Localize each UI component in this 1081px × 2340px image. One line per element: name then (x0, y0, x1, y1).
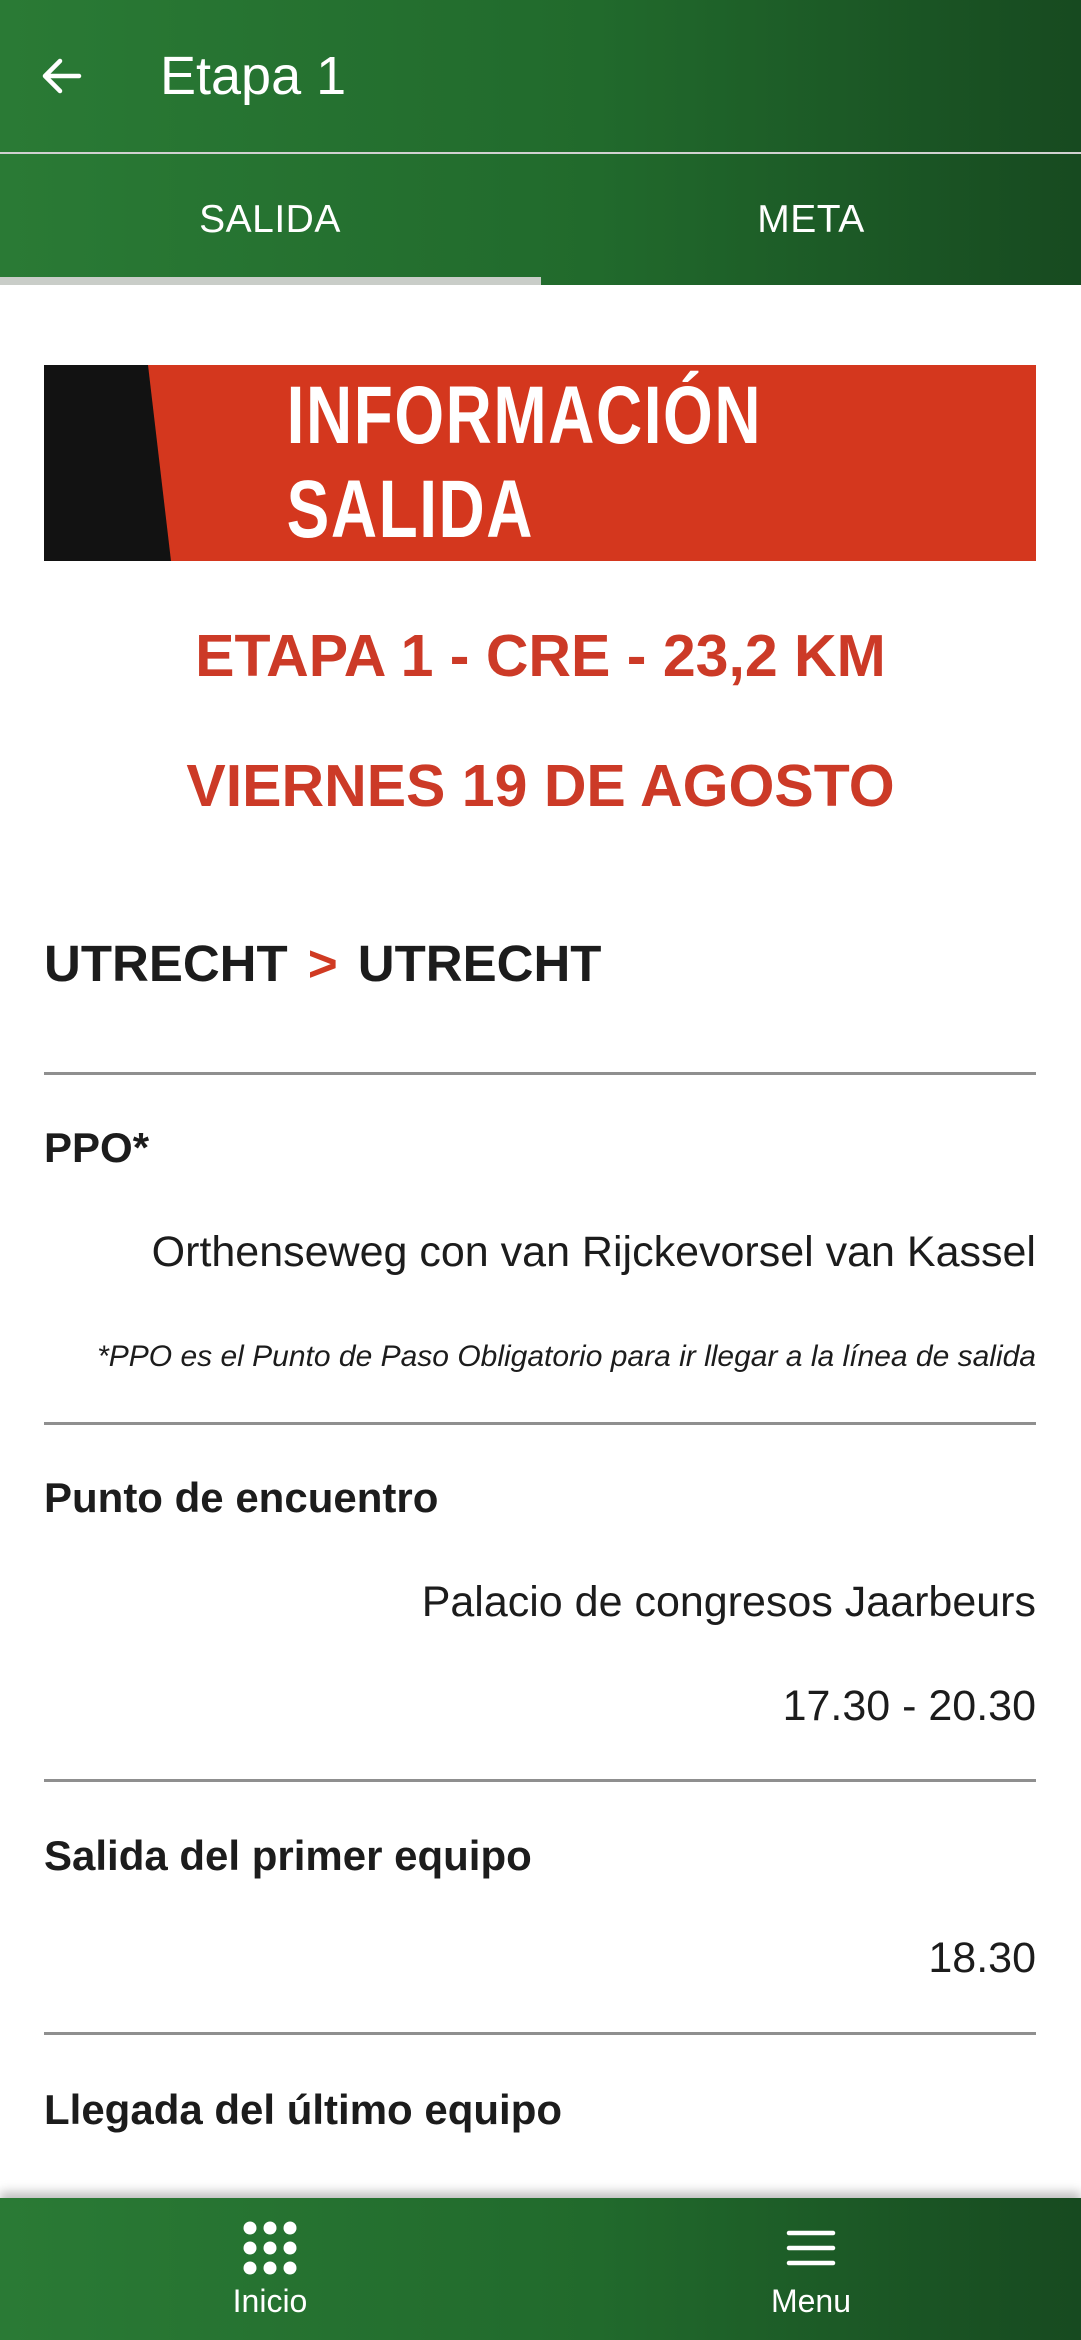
route-to: UTRECHT (357, 935, 602, 992)
bottom-navigation (0, 2198, 1081, 2340)
route (44, 934, 601, 993)
nav-inicio-label: Inicio (232, 2282, 308, 2319)
ppo-location: Orthenseweg con van Rijckevorsel van Kassel (151, 1228, 1036, 1276)
nav-inicio[interactable] (0, 2198, 540, 2340)
first-team-time: 18.30 (928, 1934, 1036, 1982)
divider (44, 1422, 1036, 1425)
nav-menu[interactable] (541, 2198, 1081, 2340)
tab-selected-indicator (0, 277, 541, 285)
first-team-title: Salida del primer equipo (44, 1832, 532, 1879)
last-team-title: Llegada del último equipo (44, 2086, 563, 2133)
back-button[interactable] (34, 46, 90, 106)
meeting-point-title: Punto de encuentro (44, 1474, 439, 1521)
route-from: UTRECHT (44, 935, 288, 992)
tab-bar (0, 154, 1081, 285)
route-separator: > (307, 935, 338, 992)
divider (44, 1779, 1036, 1782)
arrow-left-icon (42, 58, 82, 94)
nav-menu-label: Menu (770, 2282, 852, 2319)
banner-title: INFORMACIÓN SALIDA (286, 370, 763, 555)
ppo-note: *PPO es el Punto de Paso Obligatorio para ir llegar a la línea de salida (97, 1340, 1036, 1373)
hamburger-menu-icon (781, 2219, 841, 2277)
divider (44, 2032, 1036, 2035)
tab-meta[interactable]: META (757, 197, 865, 241)
banner-black-wedge (44, 365, 216, 561)
app-bar (0, 0, 1081, 152)
page-title: Etapa 1 (160, 46, 347, 106)
stage-title: ETAPA 1 - CRE - 23,2 KM (195, 623, 886, 689)
ppo-title: PPO* (44, 1124, 150, 1171)
stage-date: VIERNES 19 DE AGOSTO (186, 753, 895, 819)
meeting-point-time: 17.30 - 20.30 (782, 1682, 1036, 1730)
tab-salida[interactable]: SALIDA (199, 197, 341, 241)
meeting-point-place: Palacio de congresos Jaarbeurs (421, 1578, 1036, 1626)
info-banner (44, 365, 1036, 561)
grid-icon (240, 2219, 300, 2277)
divider (44, 1072, 1036, 1075)
